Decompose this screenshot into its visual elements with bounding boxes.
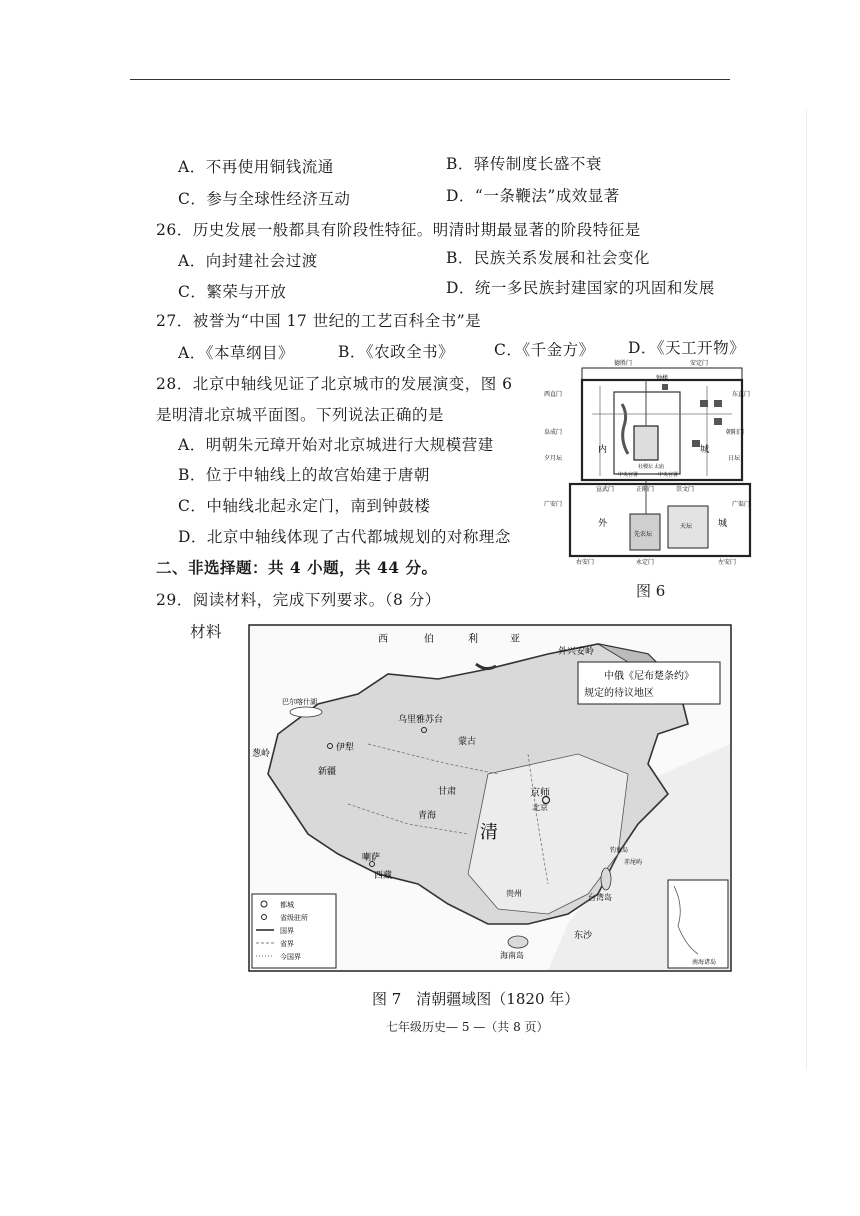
label-chiwei: 赤尾屿 bbox=[624, 859, 643, 866]
building-icon bbox=[692, 440, 700, 447]
label-tiantan: 天坛 bbox=[680, 523, 693, 530]
q25-option-b: B．驿传制度长盛不衰 bbox=[446, 155, 602, 173]
building-icon bbox=[714, 418, 722, 425]
legend-label-provincial: 省级驻所 bbox=[280, 914, 308, 922]
top-rule bbox=[130, 79, 730, 80]
q27-stem: 27．被誉为“中国 17 世纪的工艺百科全书”是 bbox=[156, 312, 482, 330]
label-xiannongtan: 先农坛 bbox=[634, 531, 653, 538]
q29-stem: 29．阅读材料，完成下列要求。（8 分） bbox=[156, 591, 441, 609]
page-footer: 七年级历史— 5 —（共 8 页） bbox=[386, 1020, 549, 1034]
label-guizhou: 贵州 bbox=[506, 889, 522, 898]
q26-option-d: D．统一多民族封建国家的巩固和发展 bbox=[446, 279, 715, 297]
label-zhengyangmen: 正阳门 bbox=[636, 486, 655, 493]
legend-label-national-border: 国界 bbox=[280, 927, 294, 935]
label-ritan: 日坛 bbox=[728, 455, 741, 462]
label-xizhimen: 西直门 bbox=[544, 391, 563, 398]
q26-stem: 26．历史发展一般都具有阶段性特征。明清时期最显著的阶段特征是 bbox=[156, 221, 641, 239]
q28-option-b: B．位于中轴线上的故宫始建于唐朝 bbox=[178, 466, 430, 484]
q28-stem-line2: 是明清北京城平面图。下列说法正确的是 bbox=[156, 406, 445, 424]
label-qing: 清 bbox=[480, 822, 498, 843]
label-nei: 内 bbox=[598, 445, 608, 455]
label-lhasa: 喇萨 bbox=[362, 853, 381, 863]
section-2-heading: 二、非选择题：共 4 小题，共 44 分。 bbox=[156, 558, 438, 577]
legend-label-province-border: 省界 bbox=[280, 940, 294, 948]
figure-7-caption: 图 7 清朝疆域图（1820 年） bbox=[372, 990, 580, 1008]
bell-tower-icon bbox=[662, 384, 668, 390]
q27-option-c: C．《千金方》 bbox=[494, 341, 595, 359]
label-siberia-1: 西 bbox=[378, 634, 388, 645]
label-yongdingmen: 永定门 bbox=[636, 559, 655, 566]
label-siberia-4: 亚 bbox=[510, 634, 520, 645]
label-qinghai: 青海 bbox=[418, 811, 437, 821]
label-taimiao: 太庙 bbox=[654, 464, 665, 470]
label-gulou: 钟楼 bbox=[656, 375, 669, 382]
label-dongsha: 东沙 bbox=[574, 931, 593, 941]
label-hainan: 海南岛 bbox=[500, 951, 524, 960]
label-zhongyang-east: 中央官署 bbox=[658, 472, 679, 478]
label-mongolia: 蒙古 bbox=[458, 737, 477, 747]
q25-option-a: A．不再使用铜钱流通 bbox=[178, 158, 334, 176]
label-siberia-3: 利 bbox=[468, 634, 478, 645]
label-fuchengmen: 阜成门 bbox=[544, 429, 563, 436]
label-yili: 伊犁 bbox=[336, 743, 355, 753]
label-deshengmen: 德胜门 bbox=[614, 360, 633, 367]
q28-stem-line1: 28．北京中轴线见证了北京城市的发展演变，图 6 bbox=[156, 375, 513, 393]
q27-option-b: B．《农政全书》 bbox=[338, 343, 455, 361]
page-edge-shadow bbox=[806, 110, 807, 1070]
label-siberia-2: 伯 bbox=[424, 634, 434, 645]
label-congling: 葱岭 bbox=[252, 749, 271, 759]
q25-option-c: C．参与全球性经济互动 bbox=[178, 190, 351, 208]
label-xiyuetan: 夕月坛 bbox=[544, 455, 563, 462]
label-sheji: 社稷坛 bbox=[638, 464, 654, 470]
label-guanganmen: 广安门 bbox=[544, 501, 563, 508]
label-guangqumen: 广渠门 bbox=[732, 501, 751, 508]
q28-option-c: C．中轴线北起永定门，南到钟鼓楼 bbox=[178, 497, 431, 515]
q27-option-a: A．《本草纲目》 bbox=[178, 344, 294, 362]
building-icon bbox=[714, 400, 722, 407]
label-outer-cheng: 城 bbox=[718, 519, 728, 529]
q29-material-label: 材料 bbox=[190, 623, 223, 641]
callout-line-2: 规定的待议地区 bbox=[584, 688, 654, 699]
label-dongzhimen: 东直门 bbox=[732, 391, 751, 398]
label-uliastai: 乌里雅苏台 bbox=[398, 715, 444, 725]
label-capital: 京师 bbox=[530, 788, 550, 799]
label-wai: 外 bbox=[598, 519, 608, 529]
label-xuanwumen: 宣武门 bbox=[596, 486, 615, 493]
q25-option-d: D．“一条鞭法”成效显著 bbox=[446, 187, 620, 205]
lakes bbox=[622, 404, 628, 454]
label-zhongyang-west: 中央官署 bbox=[618, 472, 639, 478]
label-beijing: 北京 bbox=[532, 803, 548, 812]
q27-option-d: D．《天工开物》 bbox=[628, 339, 746, 357]
label-gansu: 甘肃 bbox=[438, 787, 457, 797]
q26-option-c: C．繁荣与开放 bbox=[178, 283, 287, 301]
q26-option-a: A．向封建社会过渡 bbox=[178, 252, 318, 270]
label-diaoyu: 钓鱼岛 bbox=[610, 847, 629, 854]
figure-6-caption: 图 6 bbox=[636, 582, 666, 600]
taiwan-island bbox=[601, 868, 611, 890]
label-chongwenmen: 崇文门 bbox=[676, 486, 695, 493]
hainan-island bbox=[508, 936, 528, 948]
label-balkhash: 巴尔喀什湖 bbox=[282, 698, 317, 706]
figure-6-beijing-map bbox=[542, 356, 752, 566]
legend-label-capital: 都城 bbox=[280, 901, 294, 909]
lake-balkhash bbox=[290, 707, 322, 717]
q28-option-a: A．明朝朱元璋开始对北京城进行大规模营建 bbox=[178, 436, 494, 454]
label-nanhai: 南海诸岛 bbox=[692, 959, 717, 966]
label-xinjiang: 新疆 bbox=[318, 767, 337, 777]
legend-label-current-border: 今国界 bbox=[280, 953, 301, 961]
label-andingmen: 安定门 bbox=[690, 360, 709, 367]
label-taiwan: 台湾岛 bbox=[588, 893, 612, 902]
label-waixinganling: 外兴安岭 bbox=[558, 647, 595, 657]
figure-7-qing-map bbox=[248, 624, 732, 972]
callout-line-1: 中俄《尼布楚条约》 bbox=[604, 671, 694, 682]
building-icon bbox=[700, 400, 708, 407]
label-youanmen: 右安门 bbox=[576, 559, 595, 566]
label-xizang: 西藏 bbox=[374, 871, 393, 881]
q28-option-d: D．北京中轴线体现了古代都城规划的对称理念 bbox=[178, 528, 511, 546]
q26-option-b: B．民族关系发展和社会变化 bbox=[446, 249, 650, 267]
forbidden-city bbox=[634, 426, 658, 460]
label-zuoanmen: 左安门 bbox=[718, 559, 737, 566]
label-inner-cheng: 城 bbox=[700, 445, 710, 455]
label-chaoyangmen: 朝阳门 bbox=[726, 429, 745, 436]
